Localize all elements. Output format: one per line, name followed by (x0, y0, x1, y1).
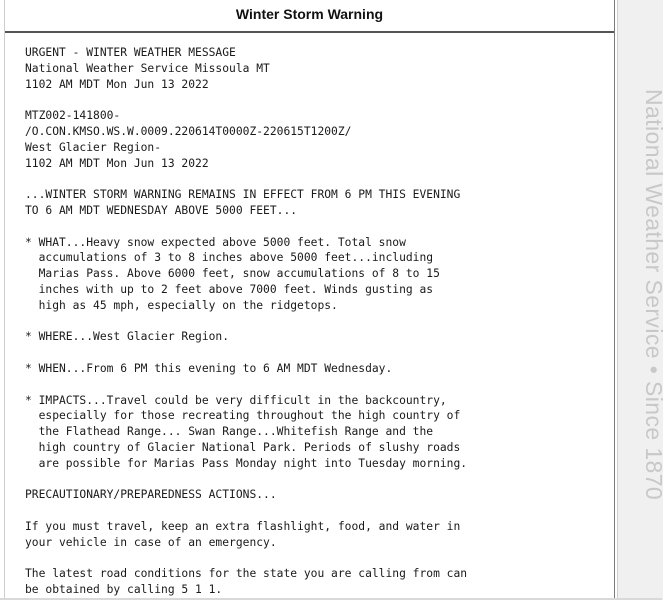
text-line: /O.CON.KMSO.WS.W.0009.220614T0000Z-220615T1200Z/ (25, 124, 352, 138)
road-conditions (25, 566, 614, 598)
text-line: ...WINTER STORM WARNING REMAINS IN EFFECT FROM 6 PM THIS EVENING (25, 188, 461, 202)
text-line: TO 6 AM MDT WEDNESDAY ABOVE 5000 FEET... (25, 203, 298, 217)
impacts-section (25, 393, 614, 472)
text-line: * WHAT...Heavy snow expected above 5000 feet. Total snow (25, 235, 406, 249)
text-line: inches with up to 2 feet above 7000 feet. Winds gusting as (25, 282, 434, 296)
title-bar (5, 0, 614, 33)
message-header (25, 45, 614, 92)
text-line: 1102 AM MDT Mon Jun 13 2022 (25, 156, 209, 170)
when-section (25, 361, 614, 377)
text-line: * IMPACTS...Travel could be very difficult in the backcountry, (25, 393, 447, 407)
text-line: West Glacier Region- (25, 140, 162, 154)
text-line: the Flathead Range... Swan Range...Whitefish Range and the (25, 425, 434, 439)
headline (25, 187, 614, 219)
text-line: If you must travel, keep an extra flashlight, food, and water in (25, 519, 461, 533)
text-line: high as 45 mph, especially on the ridgetops. (25, 298, 338, 312)
window-title: Winter Storm Warning (235, 5, 384, 22)
text-line: be obtained by calling 5 1 1. (25, 583, 223, 597)
text-line: Marias Pass. Above 6000 feet, snow accumulations of 8 to 15 (25, 267, 440, 281)
what-section (25, 235, 614, 314)
warning-panel (4, 0, 615, 599)
text-line: especially for those recreating throughout the high country of (25, 409, 461, 423)
text-line: National Weather Service Missoula MT (25, 61, 270, 75)
text-line: The latest road conditions for the state you are calling from can (25, 567, 468, 581)
travel-advice (25, 519, 614, 551)
where-section (25, 329, 614, 345)
sidebar-panel (617, 0, 667, 600)
text-line: are possible for Marias Pass Monday night into Tuesday morning. (25, 456, 468, 470)
text-line: * WHEN...From 6 PM this evening to 6 AM MDT Wednesday. (25, 361, 393, 375)
text-line: PRECAUTIONARY/PREPAREDNESS ACTIONS... (25, 488, 277, 502)
precautions-heading (25, 487, 614, 503)
text-line: high country of Glacier National Park. Periods of slushy roads (25, 440, 461, 454)
sidebar-watermark: National Weather Service • Since 1870 (641, 89, 667, 501)
text-line: * WHERE...West Glacier Region. (25, 330, 230, 344)
text-line: your vehicle in case of an emergency. (25, 535, 277, 549)
text-line: accumulations of 3 to 8 inches above 5000 feet...including (25, 251, 434, 265)
text-line: 1102 AM MDT Mon Jun 13 2022 (25, 77, 209, 91)
warning-message-body (5, 33, 614, 598)
text-line: URGENT - WINTER WEATHER MESSAGE (25, 46, 236, 59)
text-line: MTZ002-141800- (25, 109, 121, 123)
zone-block (25, 108, 614, 171)
